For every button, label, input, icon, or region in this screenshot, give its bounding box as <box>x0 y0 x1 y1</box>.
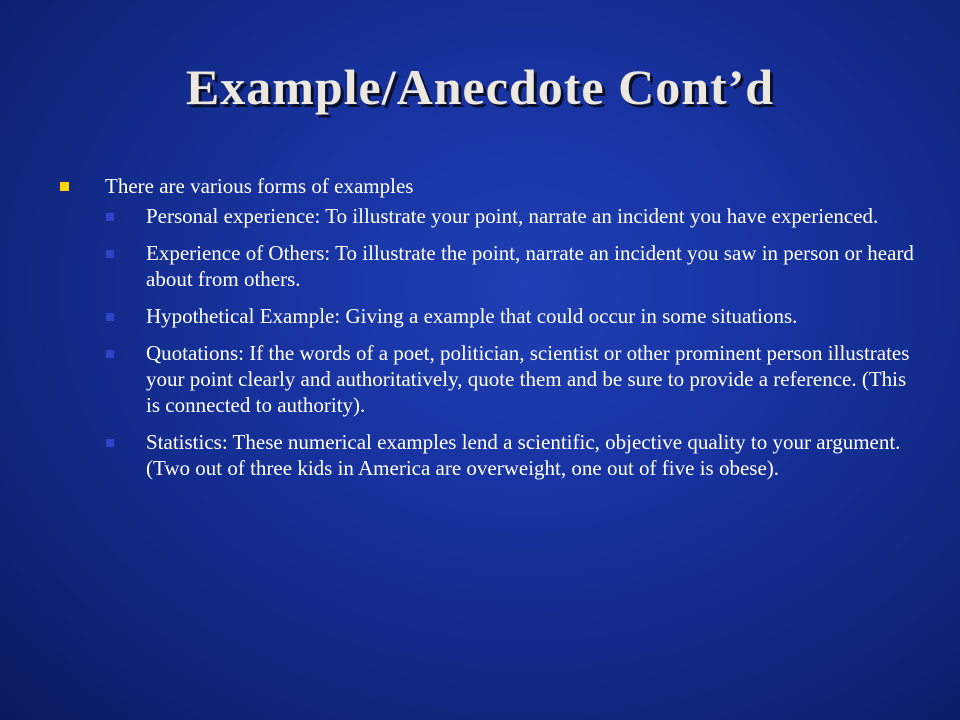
sub-bullet-item <box>60 303 920 329</box>
sub-bullet-text: Hypothetical Example: Giving a example that could occur in some situations. <box>146 304 798 328</box>
sub-bullet-text: Statistics: These numerical examples lend a scientific, objective quality to your argument. (Two out of three kids in America are overweight, one out of five is obese). <box>146 430 901 480</box>
sub-bullet-text: Quotations: If the words of a poet, politician, scientist or other prominent person illustrates your point clearly and authoritatively, quote them and be sure to provide a reference. (This is connected to authority). <box>146 341 910 417</box>
square-bullet-icon <box>60 182 69 191</box>
square-bullet-icon <box>106 350 114 358</box>
sub-bullet-text: Experience of Others: To illustrate the point, narrate an incident you saw in person or heard about from others. <box>146 241 914 291</box>
sub-bullet-item <box>60 429 920 481</box>
square-bullet-icon <box>106 439 114 447</box>
main-bullet-item <box>60 172 920 200</box>
sub-bullet-text: Personal experience: To illustrate your point, narrate an incident you have experienced. <box>146 204 879 228</box>
sub-bullet-item <box>60 203 920 229</box>
sub-bullet-item <box>60 240 920 292</box>
square-bullet-icon <box>106 313 114 321</box>
slide-content <box>60 172 920 492</box>
main-bullet-text: There are various forms of examples <box>105 174 414 198</box>
square-bullet-icon <box>106 250 114 258</box>
slide-title: Example/Anecdote Cont’d <box>185 59 775 115</box>
square-bullet-icon <box>106 213 114 221</box>
sub-bullet-item <box>60 340 920 418</box>
